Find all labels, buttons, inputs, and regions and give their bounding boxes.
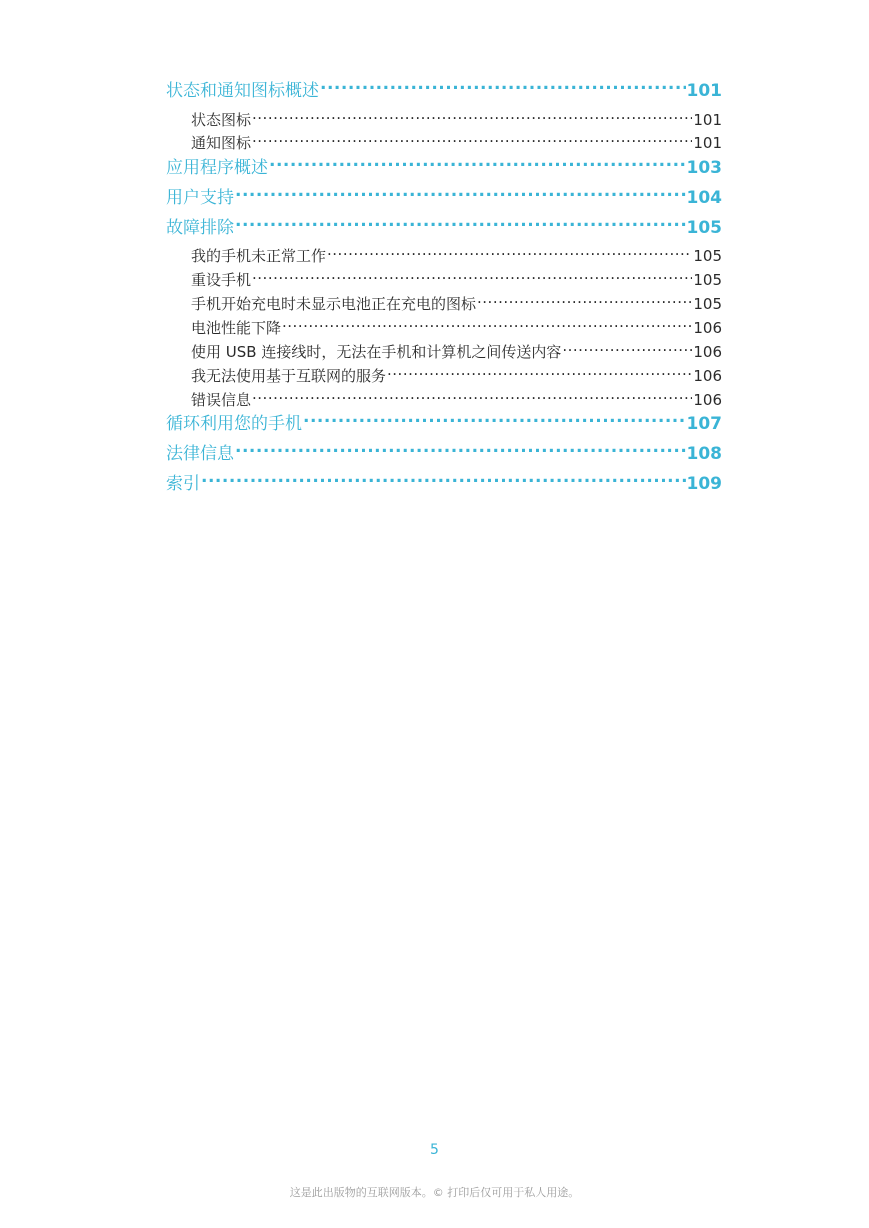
toc-entry-page: 105 (686, 217, 722, 238)
toc-entry-page: 104 (686, 187, 722, 208)
toc-entry-title: 故障排除 (166, 217, 234, 238)
toc-entry-troubleshooting[interactable] (166, 216, 722, 246)
toc-entry-title: 用户支持 (166, 187, 234, 208)
dot-leader (562, 342, 692, 357)
dot-leader (327, 246, 692, 261)
toc-entry-page: 109 (686, 473, 722, 494)
toc-entry-title: 状态图标 (191, 110, 252, 129)
toc-entry-phone-not-working[interactable] (166, 245, 722, 269)
toc-entry-page: 106 (693, 342, 722, 361)
toc-entry-page: 107 (686, 414, 722, 435)
toc-entry-page: 103 (686, 158, 722, 179)
dot-leader (269, 156, 686, 173)
dot-leader (252, 270, 692, 285)
dot-leader (282, 318, 692, 333)
dot-leader (320, 79, 686, 96)
toc-entry-charging-icon-missing[interactable] (166, 293, 722, 317)
toc-entry-title: 电池性能下降 (191, 318, 282, 337)
toc-entry-error-messages[interactable] (166, 389, 722, 413)
dot-leader (235, 216, 686, 233)
toc-entry-legal-information[interactable] (166, 442, 722, 472)
toc-entry-title: 重设手机 (191, 271, 252, 290)
toc-entry-page: 101 (686, 81, 722, 101)
toc-entry-page: 101 (693, 134, 722, 153)
toc-entry-page: 101 (693, 110, 722, 129)
toc-entry-title: 索引 (166, 473, 200, 494)
toc-entry-title: 状态和通知图标概述 (166, 81, 319, 101)
toc-entry-title: 我的手机未正常工作 (191, 247, 327, 266)
dot-leader (235, 442, 686, 459)
toc-entry-title: 通知图标 (191, 134, 252, 153)
toc-entry-page: 108 (686, 443, 722, 464)
dot-leader (303, 412, 686, 429)
toc-entry-title: 我无法使用基于互联网的服务 (191, 366, 387, 385)
dot-leader (477, 294, 692, 309)
toc-entry-reset-phone[interactable] (166, 269, 722, 293)
toc-entry-title: 手机开始充电时未显示电池正在充电的图标 (191, 294, 477, 313)
dot-leader (387, 366, 692, 381)
table-of-contents (166, 79, 722, 501)
toc-entry-usb-transfer[interactable] (166, 341, 722, 365)
toc-entry-title: 循环利用您的手机 (166, 414, 302, 435)
toc-entry-page: 106 (693, 318, 722, 337)
toc-entry-index[interactable] (166, 472, 722, 502)
dot-leader (252, 390, 692, 405)
toc-entry-user-support[interactable] (166, 186, 722, 216)
toc-entry-page: 105 (693, 271, 722, 290)
toc-entry-notification-icons[interactable] (166, 132, 722, 156)
toc-entry-battery-performance[interactable] (166, 317, 722, 341)
toc-entry-internet-services[interactable] (166, 365, 722, 389)
toc-entry-recycling[interactable] (166, 412, 722, 442)
toc-entry-status-icons[interactable] (166, 109, 722, 133)
toc-entry-status-notification-icons-overview[interactable] (166, 79, 722, 109)
toc-entry-title: 应用程序概述 (166, 158, 268, 179)
footer-note: 这是此出版物的互联网版本。© 打印后仅可用于私人用途。 (289, 1186, 580, 1199)
dot-leader (252, 133, 692, 148)
dot-leader (252, 110, 692, 125)
dot-leader (201, 472, 686, 489)
page-number: 5 (430, 1142, 439, 1158)
toc-entry-title: 法律信息 (166, 443, 234, 464)
toc-entry-page: 105 (693, 247, 722, 266)
toc-entry-page: 106 (693, 390, 722, 409)
toc-entry-title: 使用 USB 连接线时，无法在手机和计算机之间传送内容 (191, 342, 562, 361)
toc-entry-applications-overview[interactable] (166, 156, 722, 186)
toc-entry-page: 106 (693, 366, 722, 385)
toc-entry-page: 105 (693, 294, 722, 313)
dot-leader (235, 186, 686, 203)
toc-entry-title: 错误信息 (191, 390, 252, 409)
